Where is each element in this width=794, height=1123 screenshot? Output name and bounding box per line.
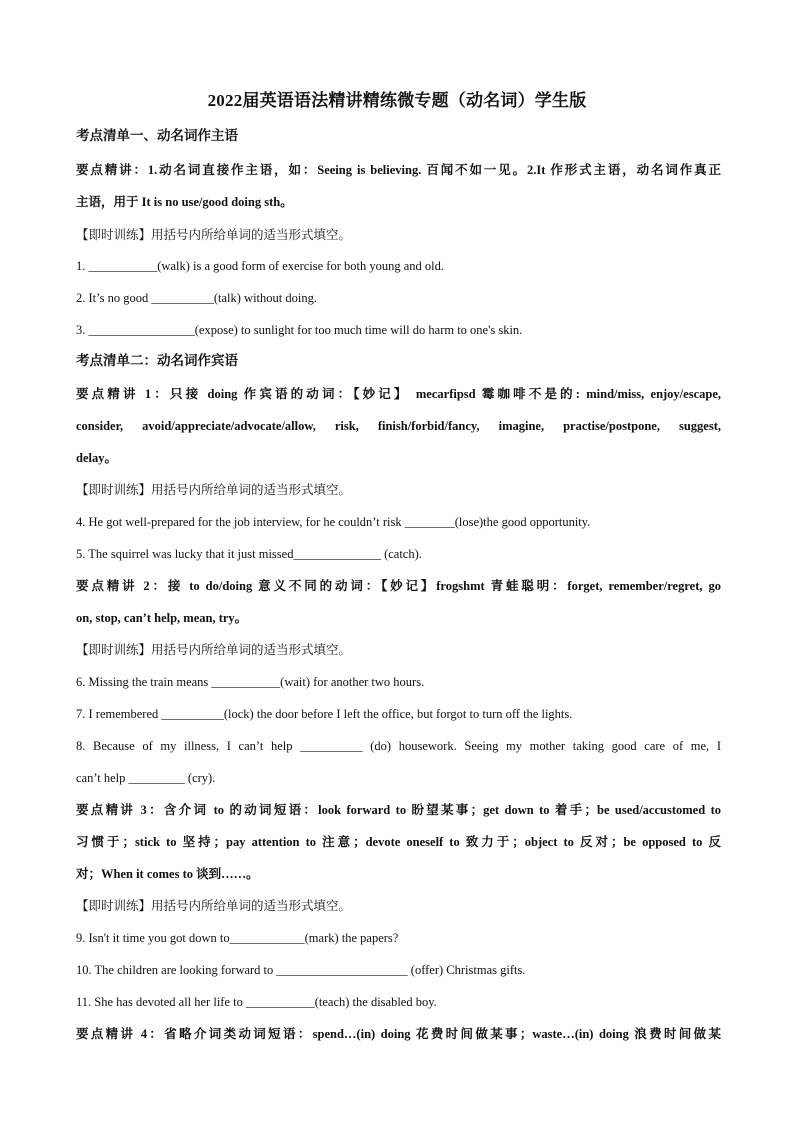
question-1: 1. ___________(walk) is a good form of exercise for both young and old. (76, 259, 444, 273)
section2-practice1-label: 【即时训练】用括号内所给单词的适当形式填空。 (76, 482, 352, 497)
section2-point2-line2: on, stop, can’t help, mean, try。 (76, 611, 248, 625)
section2-point1-line2: consider, avoid/appreciate/advocate/allow, risk, finish/forbid/fancy, imagine, practise/postpone, suggest, (76, 419, 721, 433)
section2-heading: 考点清单二：动名词作宾语 (76, 353, 238, 368)
question-4: 4. He got well-prepared for the job interview, for he couldn’t risk ________(lose)the good opportunity. (76, 515, 591, 529)
section2-point4-line1: 要点精讲 4：省略介词类动词短语：spend…(in) doing 花费时间做某事；waste…(in) doing 浪费时间做某 (76, 1027, 721, 1041)
section1-point-line2: 主语，用于 It is no use/good doing sth。 (76, 195, 293, 209)
section1-heading: 考点清单一、动名词作主语 (76, 128, 238, 143)
question-7: 7. I remembered __________(lock) the door before I left the office, but forgot to turn off the lights. (76, 707, 573, 721)
section2-point2-line1: 要点精讲 2：接 to do/doing 意义不同的动词：【妙记】frogshmt 青蛙聪明：forget, remember/regret, go (76, 579, 721, 593)
question-5: 5. The squirrel was lucky that it just missed______________ (catch). (76, 547, 422, 561)
question-10: 10. The children are looking forward to _____________________ (offer) Christmas gifts. (76, 963, 526, 977)
section1-practice-label: 【即时训练】用括号内所给单词的适当形式填空。 (76, 227, 352, 242)
question-2: 2. It’s no good __________(talk) without doing. (76, 291, 317, 305)
question-9: 9. Isn't it time you got down to____________(mark) the papers? (76, 931, 399, 945)
question-3: 3. _________________(expose) to sunlight for too much time will do harm to one's skin. (76, 323, 523, 337)
section2-practice3-label: 【即时训练】用括号内所给单词的适当形式填空。 (76, 898, 352, 913)
section2-point1-line3: delay。 (76, 451, 117, 465)
section2-point3-line1: 要点精讲 3：含介词 to 的动词短语：look forward to 盼望某事；get down to 着手；be used/accustomed to (76, 803, 721, 817)
section2-practice2-label: 【即时训练】用括号内所给单词的适当形式填空。 (76, 642, 352, 657)
section2-point1-line1: 要点精讲 1：只接 doing 作宾语的动词：【妙记】 mecarfipsd 霉咖啡不是的: mind/miss, enjoy/escape, (76, 387, 721, 401)
question-6: 6. Missing the train means ___________(wait) for another two hours. (76, 675, 425, 689)
question-8-line2: can’t help _________ (cry). (76, 771, 216, 785)
section1-point-line1: 要点精讲：1.动名词直接作主语，如：Seeing is believing. 百闻不如一见。2.It 作形式主语，动名词作真正 (76, 163, 721, 177)
question-11: 11. She has devoted all her life to ___________(teach) the disabled boy. (76, 995, 437, 1009)
section2-point3-line3: 对；When it comes to 谈到……。 (76, 867, 259, 881)
section2-point3-line2: 习惯于；stick to 坚持；pay attention to 注意；devote oneself to 致力于；object to 反对；be opposed to 反 (76, 835, 721, 849)
page-title: 2022届英语语法精讲精练微专题（动名词）学生版 (207, 91, 587, 110)
question-8-line1: 8. Because of my illness, I can’t help __________ (do) housework. Seeing my mother taking good care of me, I (76, 739, 721, 753)
